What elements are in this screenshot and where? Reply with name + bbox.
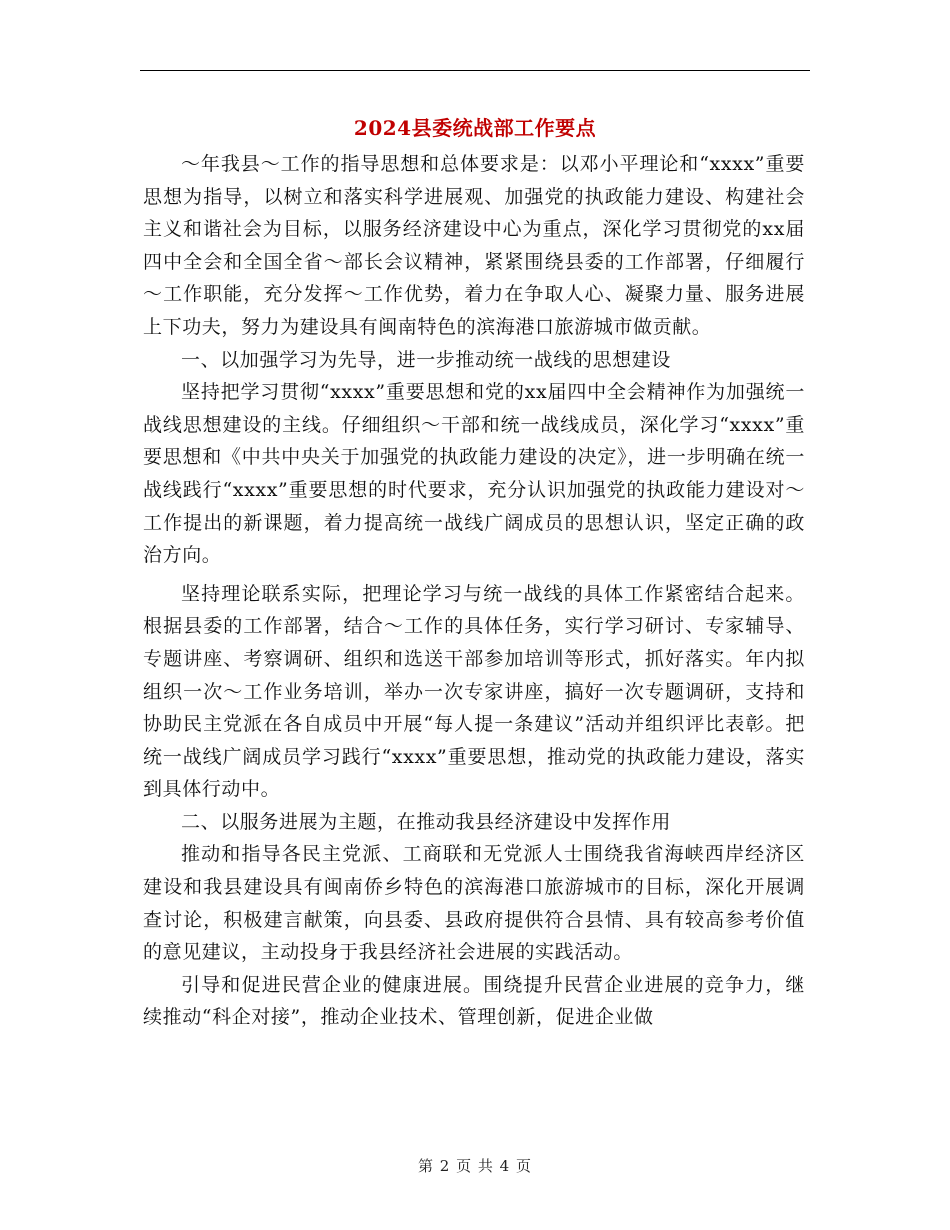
document-title: 2024县委统战部工作要点 — [353, 116, 597, 140]
paragraph-study-1: 坚持把学习贯彻“xxxx”重要思想和党的xx届四中全会精神作为加强统一战线思想建设的主线。仔细组织～干部和统一战线成员，深化学习“xxxx”重要思想和《中共中央关于加强党的执政能力建设的决定》，进一步明确在统一战线践行“xxxx”重要思想的时代要求，充分认识加强党的执政能力建设对～工作提出的新课题，着力提高统一战线广阔成员的思想认识，坚定正确的政治方向。 — [143, 381, 805, 567]
section-heading-2: 二、以服务进展为主题，在推动我县经济建设中发挥作用 — [181, 810, 672, 833]
header-rule — [140, 70, 810, 71]
paragraph-service-1: 推动和指导各民主党派、工商联和无党派人士围绕我省海峡西岸经济区建设和我县建设具有闽南侨乡特色的滨海港口旅游城市的目标，深化开展调查讨论，积极建言献策，向县委、县政府提供符合县情、具有较高参考价值的意见建议，主动投身于我县经济社会进展的实践活动。 — [143, 843, 805, 964]
paragraph-intro: ～年我县～工作的指导思想和总体要求是：以邓小平理论和“xxxx”重要思想为指导，以树立和落实科学进展观、加强党的执政能力建设、构建社会主义和谐社会为目标，以服务经济建设中心为重点，深化学习贯彻党的xx届四中全会和全国全省～部长会议精神，紧紧围绕县委的工作部署，仔细履行～工作职能，充分发挥～工作优势，着力在争取人心、凝聚力量、服务进展上下功夫，努力为建设具有闽南特色的滨海港口旅游城市做贡献。 — [143, 153, 805, 338]
paragraph-study-2: 坚持理论联系实际，把理论学习与统一战线的具体工作紧密结合起来。根据县委的工作部署，结合～工作的具体任务，实行学习研讨、专家辅导、专题讲座、考察调研、组织和选送干部参加培训等形式，抓好落实。年内拟组织一次～工作业务培训，举办一次专家讲座，搞好一次专题调研，支持和协助民主党派在各自成员中开展“每人提一条建议”活动并组织评比表彰。把统一战线广阔成员学习践行“xxxx”重要思想，推动党的执政能力建设，落实到具体行动中。 — [143, 582, 805, 801]
page-footer: 第 2 页 共 4 页 — [418, 1157, 532, 1175]
paragraph-service-2: 引导和促进民营企业的健康进展。围绕提升民营企业进展的竞争力，继续推动“科企对接”，推动企业技术、管理创新，促进企业做 — [143, 973, 805, 1029]
document-body — [143, 148, 805, 1034]
section-heading-1: 一、以加强学习为先导，进一步推动统一战线的思想建设 — [181, 348, 672, 371]
